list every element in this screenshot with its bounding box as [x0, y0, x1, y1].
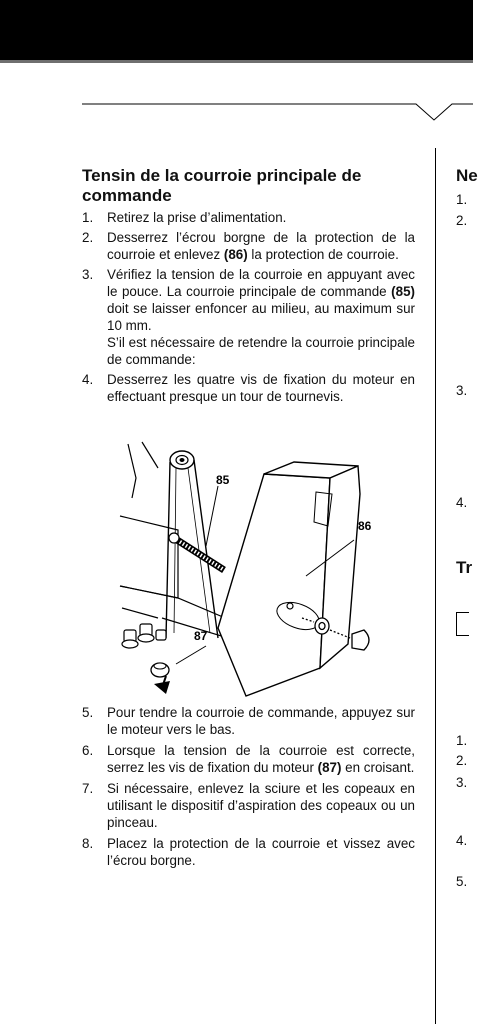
steps-list-b	[82, 704, 415, 873]
header-underline	[0, 60, 473, 63]
right-num: 1.	[456, 192, 468, 207]
motor-bolts-icon	[122, 624, 166, 648]
threaded-rod-icon	[169, 533, 224, 570]
step-4: 4. Desserrez les quatre vis de fixation du moteur en effectuant presque un tour de tournevis.	[82, 372, 415, 404]
right-num: 4.	[456, 495, 468, 510]
pulley-icon	[170, 451, 194, 469]
screw-87-icon	[151, 663, 170, 694]
right-num: 5.	[456, 874, 468, 889]
section-title: Tensin de la courroie principale de commande	[82, 166, 362, 205]
step-3: 3. Vérifiez la tension de la courroie en appuyant avec le pouce. La courroie principale de commande (85) doit se laisser enfoncer au milieu, au maximum sur 10 mm. S’il est nécessaire de retendre la courroie principale de commande:	[82, 267, 415, 367]
step-7: 7. Si nécessaire, enlevez la sciure et les copeaux en utilisant le dispositif d’aspiration des copeaux ou un pinceau.	[82, 781, 415, 830]
callout-87: 87	[194, 629, 208, 643]
right-num: 2.	[456, 213, 468, 228]
right-heading-1: Ne	[456, 166, 478, 185]
page-header-bar	[0, 0, 473, 60]
right-num: 3.	[456, 383, 468, 398]
right-num: 3.	[456, 775, 468, 790]
ref-86: (86)	[223, 247, 248, 262]
right-num: 2.	[456, 753, 468, 768]
step-6: 6. Lorsque la tension de la courroie est correcte, serrez les vis de fixation du moteur (87) en croisant.	[82, 743, 415, 775]
callout-85: 85	[216, 473, 230, 487]
callout-86: 86	[358, 519, 372, 533]
steps-list-a	[82, 209, 415, 408]
right-num: 1.	[456, 733, 468, 748]
step-1: 1. Retirez la prise d’alimentation.	[82, 210, 287, 225]
belt-tension-illustration	[118, 438, 376, 698]
column-divider	[435, 148, 436, 1024]
right-info-box	[456, 612, 469, 636]
step-8: 8. Placez la protection de la courroie et vissez avec l’écrou borgne.	[82, 836, 415, 868]
ref-87: (87)	[317, 760, 342, 775]
belt-cover-icon	[218, 462, 360, 696]
step-3-note: S’il est nécessaire de retendre la courroie principale de commande:	[107, 335, 415, 367]
ref-85: (85)	[391, 284, 415, 299]
right-heading-2: Tr	[456, 558, 473, 577]
header-rule	[0, 95, 473, 125]
step-5: 5. Pour tendre la courroie de commande, appuyez sur le moteur vers le bas.	[82, 705, 415, 737]
step-2: 2. Desserrez l’écrou borgne de la protection de la courroie et enlevez (86) la protection de courroie.	[82, 230, 415, 262]
right-num: 4.	[456, 833, 468, 848]
